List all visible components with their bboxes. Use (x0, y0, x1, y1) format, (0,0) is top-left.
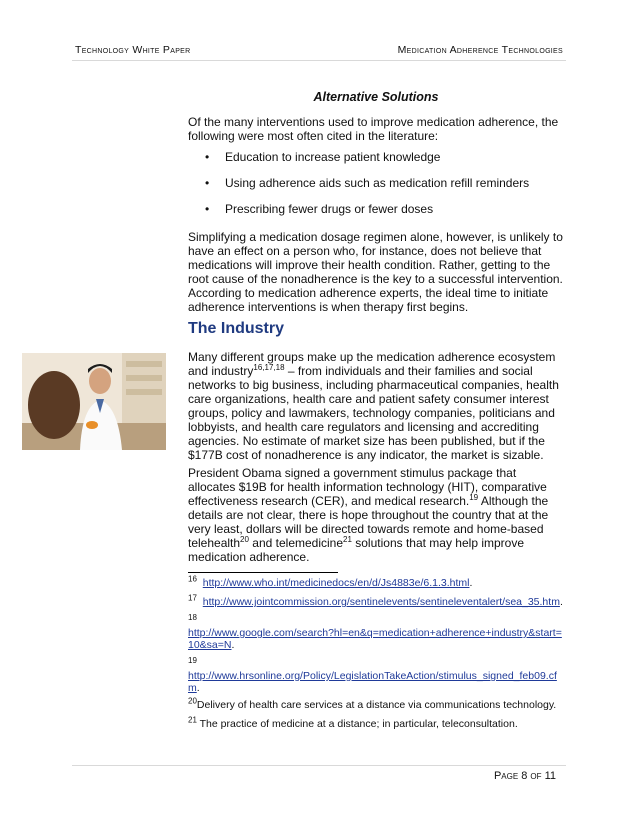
footnote-tail: . (469, 577, 473, 589)
citation-20[interactable]: 20 (240, 535, 249, 544)
bullet-item: • Using adherence aids such as medication refill reminders (188, 176, 564, 190)
footnote-separator (188, 572, 338, 573)
industry-text-b: – from individuals and their families and social networks to big business, including pharmaceutical companies, health care organizations, health care and patient safety consumer interest groups, policy and lawmakers, technology companies, politicians and lobbyists, and health care regulators and licensing and accrediting agencies. No estimate of market size has been published, but if the $177B cost of nonadherence is any indicator, the market is sizable. (188, 364, 559, 462)
footnote-number: 20 (188, 696, 197, 706)
footnote-link[interactable]: http://www.hrsonline.org/Policy/LegislationTakeAction/stimulus_signed_feb09.cfm (188, 670, 557, 694)
stimulus-text-a: President Obama signed a government stimulus package that allocates $19B for health information technology (HIT), comparative effectiveness research (CER), and medical research. (188, 466, 547, 508)
bullet-item: • Prescribing fewer drugs or fewer doses (188, 202, 564, 216)
footnote-18 (188, 613, 564, 651)
stimulus-text-d: solutions that may help improve medication adherence. (188, 536, 525, 564)
stimulus-text-c: and telemedicine (248, 536, 344, 550)
footnote-number: 19 (188, 656, 197, 665)
paragraph-stimulus (188, 466, 564, 564)
page-number: Page 8 of 11 (493, 770, 556, 782)
pharmacist-illustration (22, 353, 166, 450)
footnote-17 (188, 593, 564, 608)
industry-text-a: Many different groups make up the medication adherence ecosystem and industry (188, 350, 556, 378)
footnote-19 (188, 656, 564, 694)
header-right: Medication Adherence Technologies (397, 44, 563, 56)
section-title: The Industry (188, 320, 285, 337)
stimulus-text-b: Although the details are not clear, there is hope throughout the country that at the very least, dollars will be directed towards remote and home-based telehealth (188, 494, 549, 550)
bullet-item: • Education to increase patient knowledge (188, 150, 564, 164)
footnote-tail: . (559, 596, 563, 608)
footnote-tail: . (196, 682, 200, 694)
subtitle: Alternative Solutions (313, 90, 439, 104)
bullet-list (188, 150, 564, 228)
paragraph-simplifying: Simplifying a medication dosage regimen alone, however, is unlikely to have an effect on a person who, for instance, does not believe that medications will improve their health condition. Rather, getting to the root cause of the nonadherence is the key to a successful intervention. According to medication adherence experts, the ideal time to initiate adherence interventions is when therapy first begins. (188, 230, 563, 314)
footnote-text: The practice of medicine at a distance; in particular, teleconsultation. (199, 718, 518, 730)
citation-21[interactable]: 21 (343, 535, 352, 544)
footnote-link[interactable]: http://www.google.com/search?hl=en&q=medication+adherence+industry&start=10&sa=N (188, 627, 562, 651)
footnote-link[interactable]: http://www.who.int/medicinedocs/en/d/Js4883e/6.1.3.html (202, 577, 470, 589)
footnote-number: 17 (188, 593, 197, 603)
footnote-text: Delivery of health care services at a distance via communications technology. (196, 699, 557, 711)
header-left: Technology White Paper (75, 44, 191, 56)
paragraph-industry (188, 350, 564, 462)
footnote-20 (188, 696, 564, 711)
footnote-21 (188, 715, 564, 730)
footnote-number: 18 (188, 613, 197, 622)
page-header (72, 44, 566, 61)
footnote-tail: . (231, 639, 235, 651)
footnote-number: 21 (188, 715, 197, 725)
page-footer (72, 765, 566, 782)
citation-19[interactable]: 19 (469, 493, 479, 502)
footnote-16 (188, 574, 564, 589)
footnote-link[interactable]: http://www.jointcommission.org/sentinelevents/sentineleventalert/sea_35.htm (202, 596, 560, 608)
intro-paragraph: Of the many interventions used to improve medication adherence, the following were most often cited in the literature: (188, 115, 559, 143)
citation-16-18[interactable]: 16,17,18 (253, 363, 285, 372)
footnote-number: 16 (188, 574, 197, 584)
pharmacist-photo (22, 353, 166, 450)
